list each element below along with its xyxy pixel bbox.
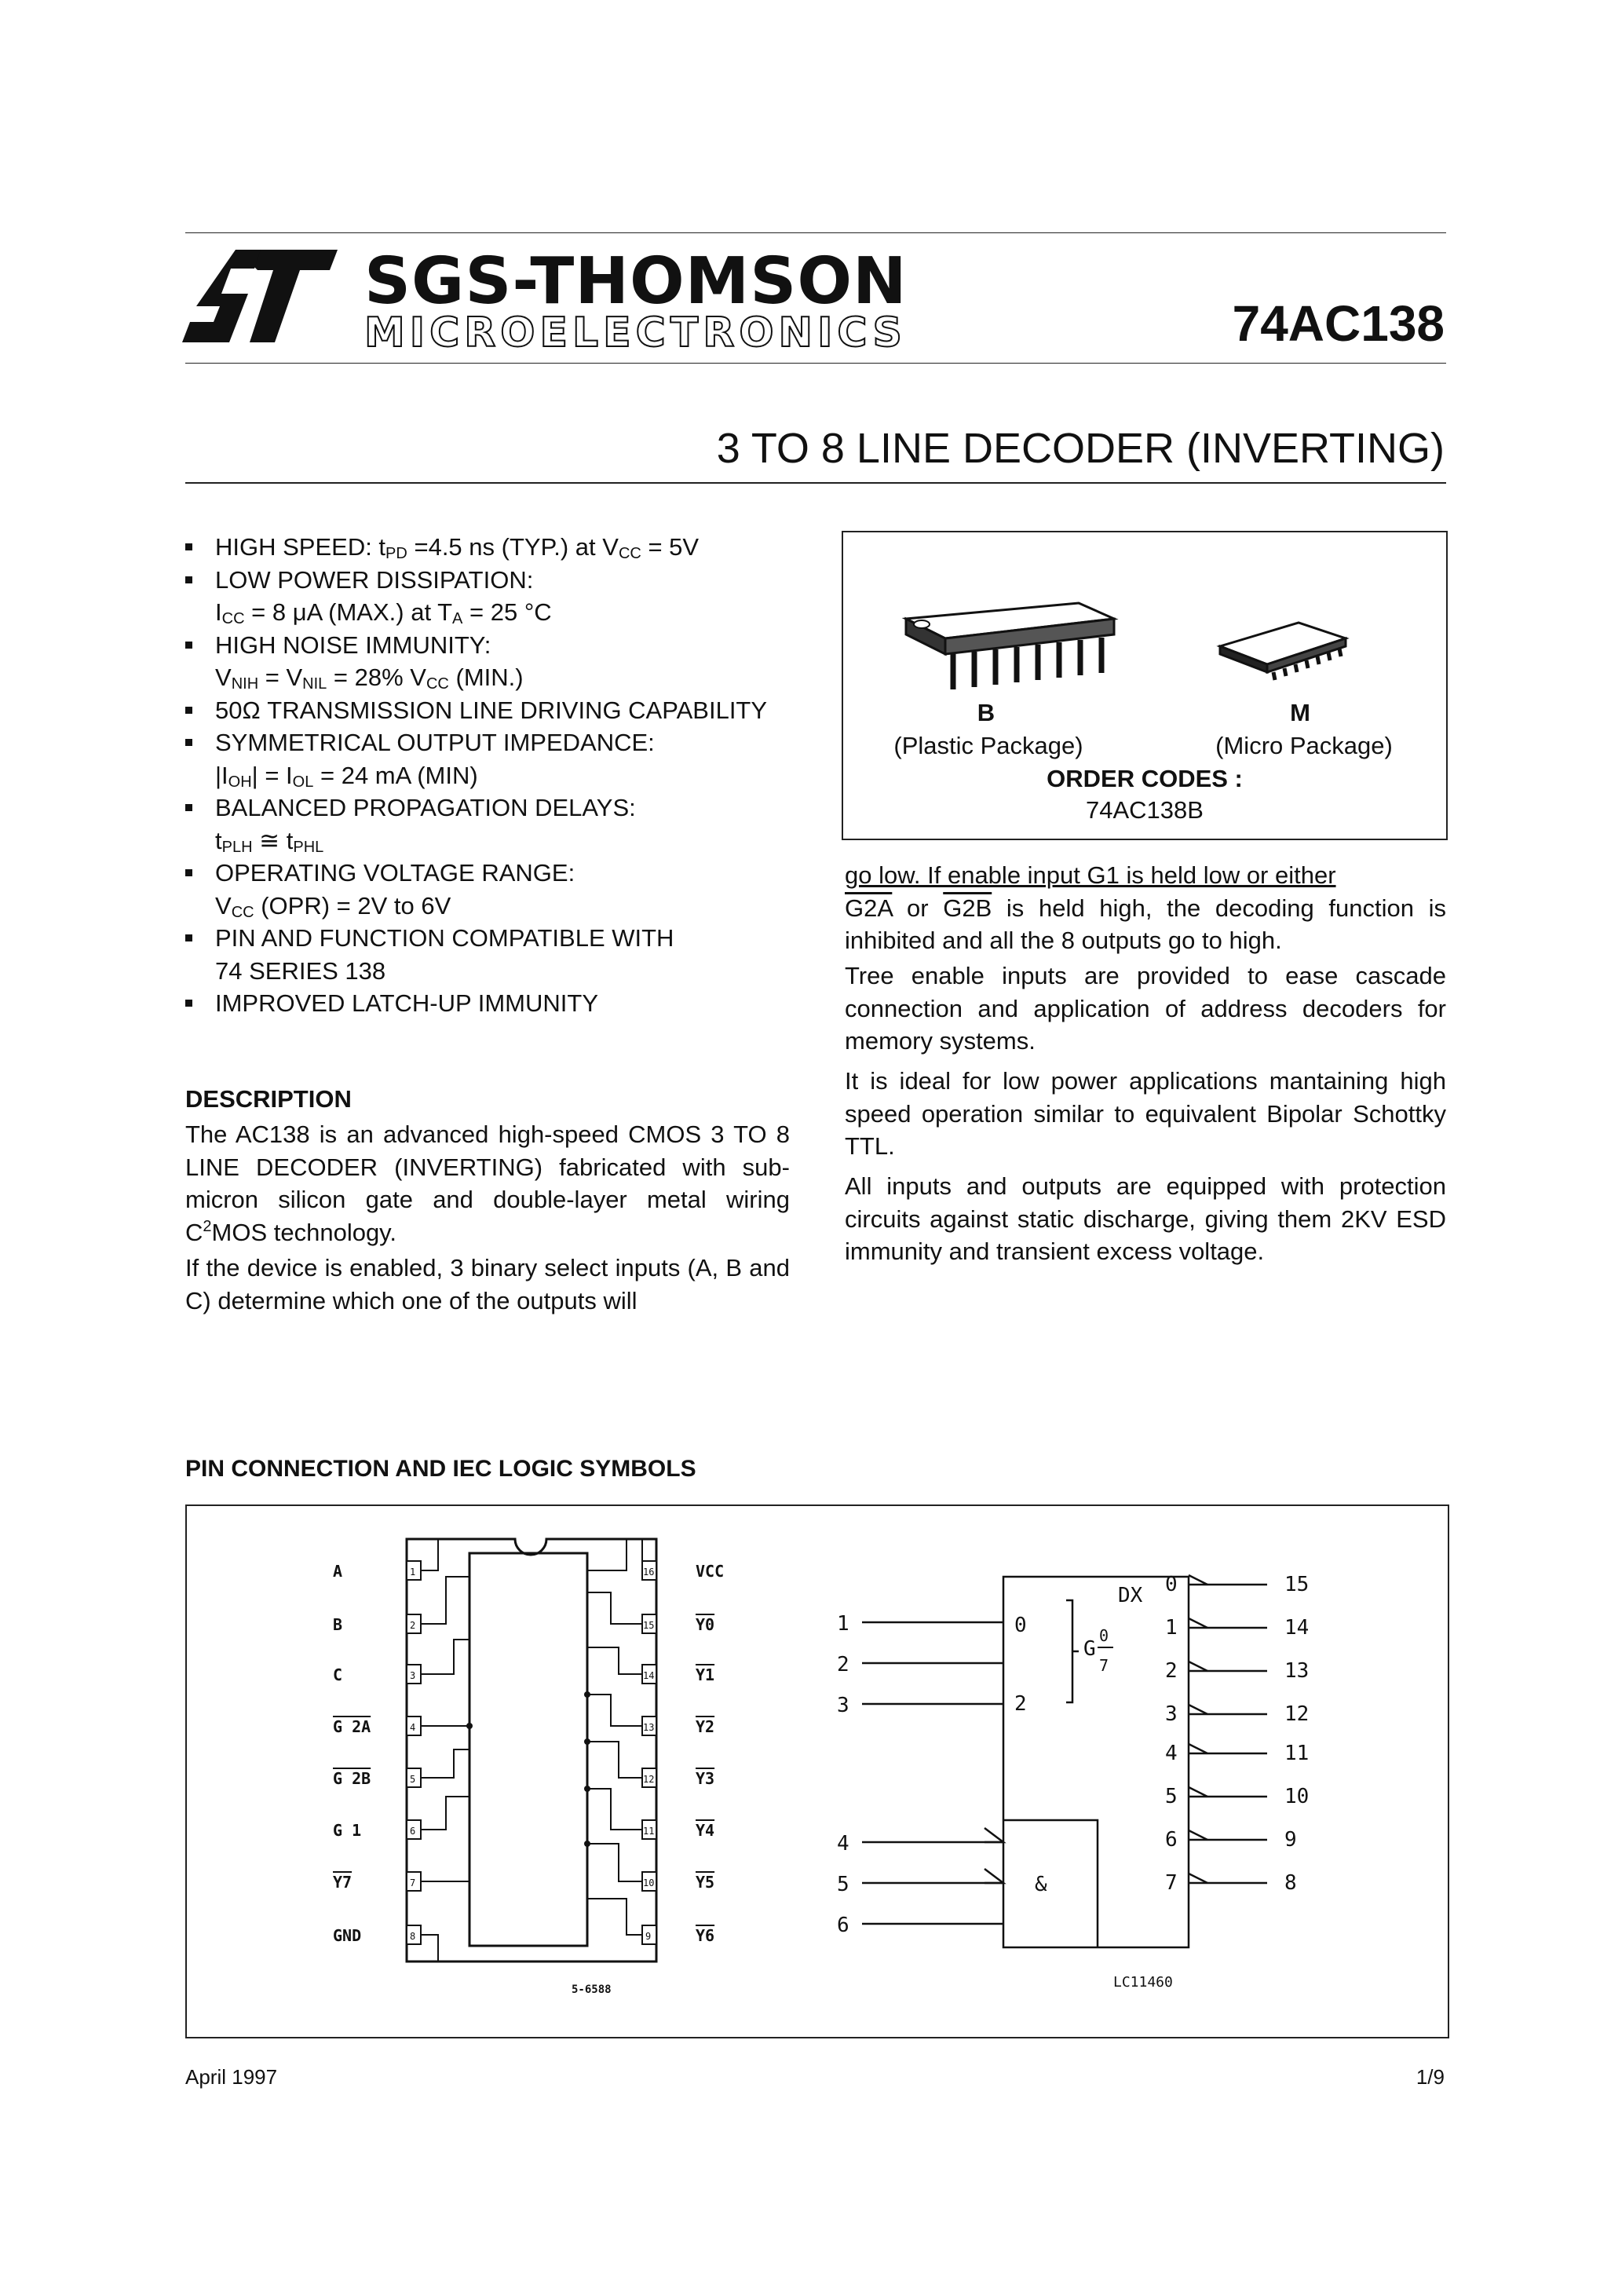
package-m-label: M [1290,699,1310,726]
iec-output-label: 10 [1284,1785,1310,1808]
feature-item: 50Ω TRANSMISSION LINE DRIVING CAPABILITY [182,694,795,727]
pin-label-right: Y6 [696,1926,715,1945]
title-rule [185,482,1446,484]
iec-internal-label: 3 [1165,1702,1178,1726]
pin-label-left: C [333,1665,343,1684]
feature-item: SYMMETRICAL OUTPUT IMPEDANCE: $|I_{OH}| = I_{OL} = 24$ mA (MIN) [182,726,795,792]
iec-output-label: 11 [1284,1742,1310,1765]
svg-text:11: 11 [643,1826,655,1837]
figure-box [185,1504,1449,2038]
feature-item: OPERATING VOLTAGE RANGE: $V_{CC}$ (OPR) = 2V to 6V [182,857,795,922]
iec-internal-label: 2 [1165,1659,1178,1683]
iec-internal-label: 0 [1165,1573,1178,1596]
iec-output-label: 13 [1284,1659,1310,1683]
iec-and-label: & [1035,1873,1047,1896]
header-mid-rule [185,363,1446,364]
description-paragraph-4: Tree enable inputs are provided to ease cascade connection and application of address decoders for memory systems. [845,962,1446,1055]
iec-output-lines [1189,1575,1267,1883]
figure-heading: PIN CONNECTION AND IEC LOGIC SYMBOLS [185,1456,696,1482]
pin-label-right: Y0 [696,1615,715,1634]
order-codes-heading: ORDER CODES : [1047,765,1243,792]
company-name: SGS-THOMSON [364,244,908,319]
pin-label-left: Y7 [333,1873,353,1892]
pin-label-right: Y1 [696,1665,715,1684]
package-b-label: B [977,699,995,726]
pin-label-right: Y3 [696,1769,715,1788]
footer-date: April 1997 [185,2065,278,2089]
description-paragraph-3: go low. If enable input G1 is held low or either G2A or G2B is held high, the decoding function is inhibited and all the 8 outputs go to high. [845,861,1446,954]
order-code: 74AC138B [1086,796,1204,824]
so-package-icon [1212,611,1353,682]
feature-item: IMPROVED LATCH-UP IMMUNITY [182,987,795,1020]
iec-output-label: 14 [1284,1616,1310,1640]
pin-label-right: Y5 [696,1873,715,1892]
iec-output-label: 12 [1284,1702,1310,1726]
svg-text:4: 4 [410,1722,416,1733]
description-paragraph-2: If the device is enabled, 3 binary select inputs (A, B and C) determine which one of the outputs will [185,1254,790,1314]
iec-internal-label: 1 [1165,1616,1178,1640]
description-paragraph-5: It is ideal for low power applications mantaining high speed operation similar to equivalent Bipolar Schottky TTL. [845,1067,1446,1160]
svg-text:16: 16 [643,1567,655,1578]
pin-label-left: A [333,1562,343,1581]
pin-label-right: VCC [696,1562,725,1581]
svg-text:6: 6 [410,1826,416,1837]
package-b-desc: (Plastic Package) [893,732,1083,759]
st-logo-icon [182,240,339,350]
svg-text:7: 7 [410,1877,416,1888]
iec-symbol-code: LC11460 [1113,1974,1173,1991]
description-heading: DESCRIPTION [185,1085,352,1113]
document-title: 3 TO 8 LINE DECODER (INVERTING) [716,425,1445,472]
pin-diagram-code: 5-6588 [572,1983,612,1996]
package-box [842,531,1448,840]
iec-input-label: 6 [837,1914,849,1937]
feature-item: BALANCED PROPAGATION DELAYS: $t_{PLH}$ ≅ $t_{PHL}$ [182,792,795,857]
footer-page-number: 1/9 [1416,2065,1445,2089]
pin-label-left: B [333,1615,343,1634]
iec-input-label: 2 [837,1653,849,1676]
pin-connection-diagram [312,1530,752,2016]
iec-input-label: 1 [837,1612,849,1636]
iec-output-label: 15 [1284,1573,1310,1596]
iec-internal-label: 6 [1165,1828,1178,1852]
iec-input-label: 5 [837,1873,849,1896]
package-m-desc: (Micro Package) [1215,732,1393,759]
pin-label-left: G 1 [333,1821,362,1840]
dip-package-icon [898,579,1126,697]
pin-label-left: GND [333,1926,362,1945]
part-number: 74AC138 [1232,295,1445,352]
company-division: MICROELECTRONICS [364,309,908,356]
iec-internal-label: 5 [1165,1785,1178,1808]
description-paragraph-1: The AC138 is an advanced high-speed CMOS 3 TO 8 LINE DECODER (INVERTING) fabricated with sub-micron silicon gate and double-layer metal wiring $C^2MOS$ technology. [185,1121,790,1246]
svg-text:3: 3 [410,1670,416,1681]
svg-text:12: 12 [643,1774,655,1785]
pin-label-right: Y2 [696,1717,715,1736]
feature-item: HIGH SPEED: $t_{PD} =4.5$ ns (TYP.) at $V_{CC} = 5V$ [182,531,795,564]
svg-text:0: 0 [1014,1614,1027,1637]
svg-text:0: 0 [1099,1626,1109,1645]
iec-logic-symbol [831,1553,1396,2009]
svg-text:2: 2 [1014,1692,1027,1716]
pin-label-right: Y4 [696,1821,715,1840]
feature-item: LOW POWER DISSIPATION: $I_{CC} = 8$ μA (MAX.) at $T_A = 25$ °C [182,564,795,629]
iec-internal-label: 7 [1165,1871,1178,1895]
header-top-rule [185,232,1446,233]
iec-g-label: G [1083,1637,1096,1661]
feature-item: PIN AND FUNCTION COMPATIBLE WITH 74 SERIES 138 [182,922,795,987]
feature-item: HIGH NOISE IMMUNITY: $V_{NIH} = V_{NIL} = 28\%$ $V_{CC}$ (MIN.) [182,629,795,694]
iec-output-label: 8 [1284,1871,1297,1895]
pin-label-left: G 2A [333,1717,371,1736]
feature-list [182,531,795,1020]
svg-text:7: 7 [1099,1656,1109,1675]
svg-text:8: 8 [410,1931,416,1942]
iec-internal-label: 4 [1165,1742,1178,1765]
svg-text:14: 14 [643,1670,655,1681]
svg-text:10: 10 [643,1877,655,1888]
svg-text:2: 2 [410,1620,416,1631]
pin-label-left: G 2B [333,1769,371,1788]
description-paragraph-6: All inputs and outputs are equipped with protection circuits against static discharge, giving them 2KV ESD immunity and transient excess voltage. [845,1172,1446,1265]
iec-output-label: 9 [1284,1828,1297,1852]
svg-text:9: 9 [645,1931,652,1942]
iec-input-label: 3 [837,1694,849,1717]
svg-text:1: 1 [410,1567,416,1578]
iec-dx-label: DX [1118,1584,1143,1607]
svg-text:5: 5 [410,1774,416,1785]
svg-text:13: 13 [643,1722,655,1733]
iec-input-label: 4 [837,1832,849,1855]
svg-text:15: 15 [643,1620,655,1631]
